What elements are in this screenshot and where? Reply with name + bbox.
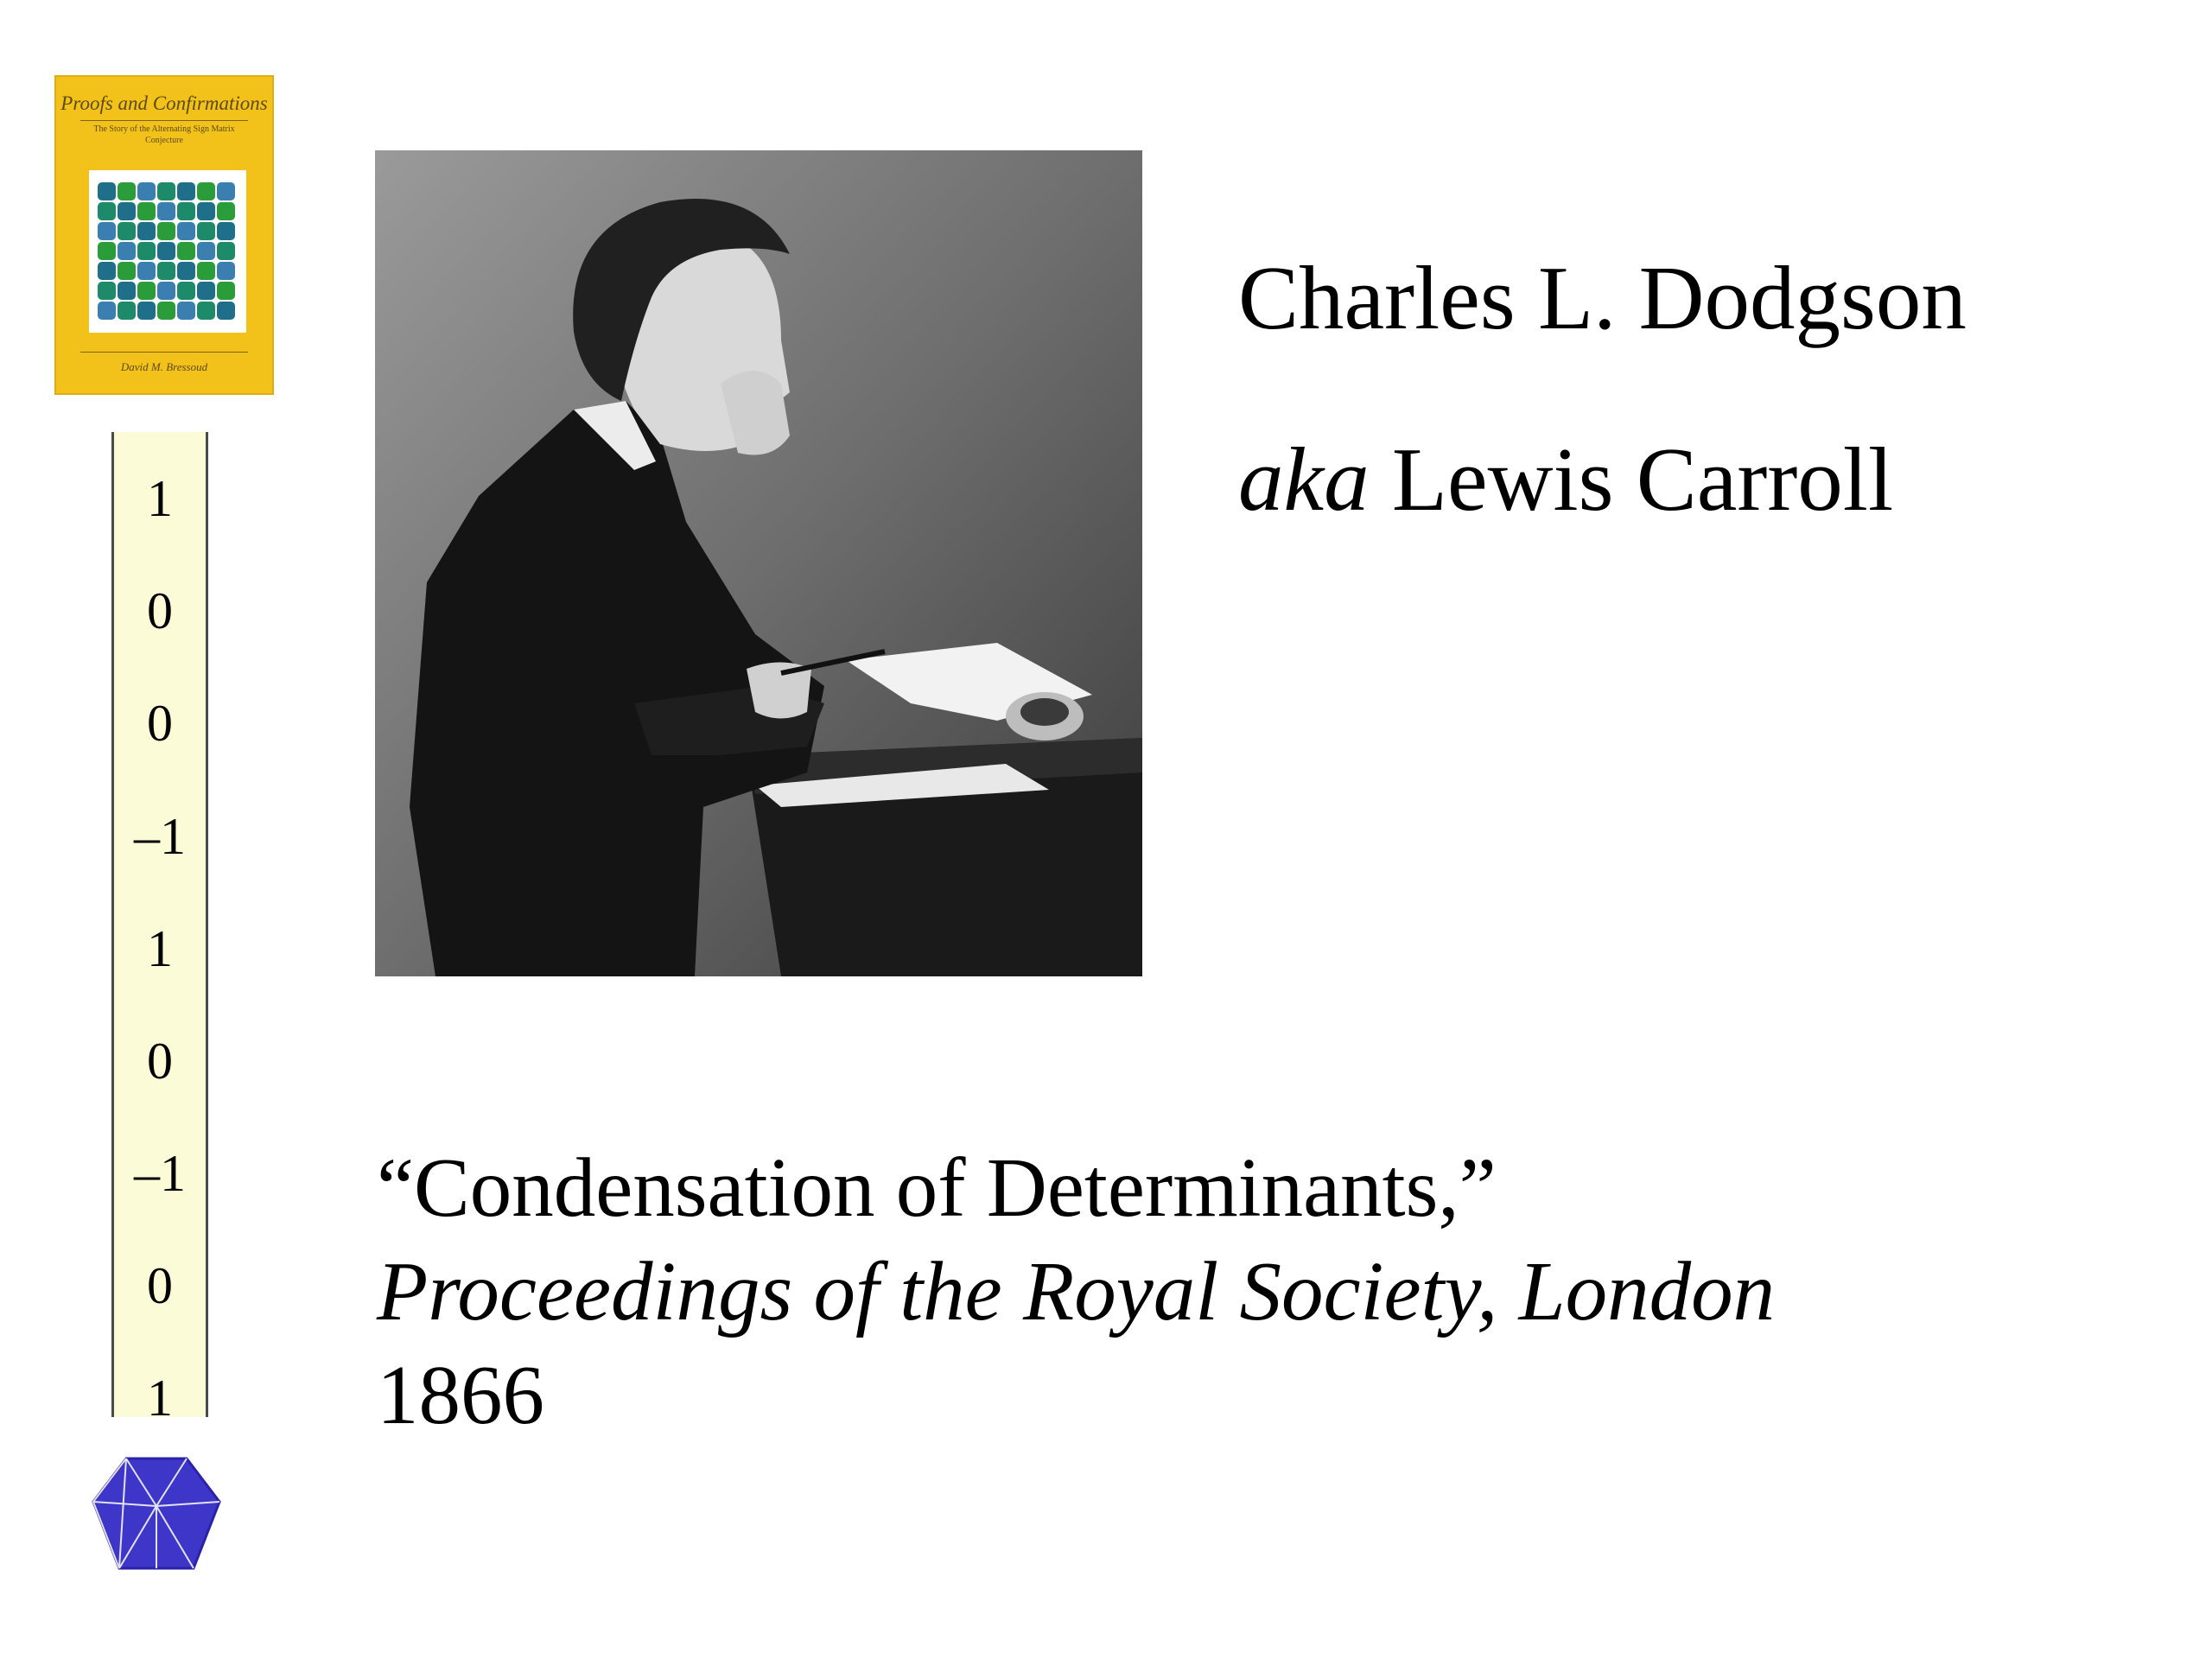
strip-value: 1 — [147, 1370, 173, 1427]
puzzle-piece — [137, 182, 156, 200]
polyhedron-logo-icon — [92, 1454, 221, 1573]
book-rule-top — [80, 120, 248, 121]
puzzle-piece — [98, 182, 116, 200]
puzzle-piece — [98, 222, 116, 240]
puzzle-piece — [197, 242, 215, 260]
puzzle-piece — [157, 302, 175, 320]
aka-prefix: aka — [1238, 429, 1370, 530]
puzzle-piece — [137, 262, 156, 280]
puzzle-piece — [177, 202, 195, 220]
puzzle-piece — [217, 202, 235, 220]
strip-value: 1 — [147, 920, 173, 977]
puzzle-piece — [98, 282, 116, 300]
puzzle-piece — [118, 302, 136, 320]
puzzle-piece — [157, 202, 175, 220]
puzzle-piece — [98, 242, 116, 260]
puzzle-piece — [217, 182, 235, 200]
puzzle-piece — [98, 262, 116, 280]
strip-value: 0 — [147, 695, 173, 752]
alias-line — [1238, 428, 1893, 531]
puzzle-piece — [118, 282, 136, 300]
puzzle-piece — [197, 202, 215, 220]
puzzle-piece — [177, 302, 195, 320]
puzzle-piece — [197, 282, 215, 300]
puzzle-piece — [177, 282, 195, 300]
puzzle-piece — [137, 242, 156, 260]
puzzle-piece — [98, 302, 116, 320]
puzzle-piece — [157, 262, 175, 280]
puzzle-piece — [118, 182, 136, 200]
strip-value: 0 — [147, 582, 173, 639]
puzzle-piece — [137, 282, 156, 300]
portrait-photo — [375, 150, 1142, 976]
puzzle-piece — [197, 222, 215, 240]
puzzle-piece — [98, 202, 116, 220]
book-cover — [54, 75, 274, 395]
puzzle-piece — [217, 302, 235, 320]
puzzle-piece — [118, 222, 136, 240]
puzzle-piece — [137, 222, 156, 240]
puzzle-piece — [137, 202, 156, 220]
puzzle-piece — [217, 242, 235, 260]
puzzle-piece — [217, 282, 235, 300]
sign-strip — [111, 432, 208, 1427]
puzzle-piece — [157, 222, 175, 240]
puzzle-piece — [197, 302, 215, 320]
puzzle-piece — [157, 182, 175, 200]
strip-value: –1 — [134, 1145, 186, 1202]
strip-value: –1 — [134, 808, 186, 865]
book-rule-bottom — [80, 352, 248, 353]
puzzle-art — [89, 170, 246, 333]
puzzle-piece — [137, 302, 156, 320]
puzzle-piece — [118, 242, 136, 260]
citation-journal: Proceedings of the Royal Society, London — [377, 1245, 1776, 1338]
book-author: David M. Bressoud — [120, 360, 208, 373]
citation-title: “Condensation of Determinants,” — [377, 1141, 1497, 1234]
puzzle-piece — [118, 202, 136, 220]
citation-year: 1866 — [377, 1349, 544, 1441]
puzzle-piece — [197, 182, 215, 200]
puzzle-piece — [217, 222, 235, 240]
alias-name: Lewis Carroll — [1391, 429, 1894, 530]
puzzle-piece — [177, 182, 195, 200]
strip-value: 1 — [147, 470, 173, 527]
puzzle-piece — [157, 242, 175, 260]
puzzle-piece — [177, 242, 195, 260]
strip-value: 0 — [147, 1257, 173, 1314]
puzzle-piece — [177, 222, 195, 240]
puzzle-piece — [217, 262, 235, 280]
book-subtitle: The Story of the Alternating Sign Matrix Conjecture — [93, 124, 235, 145]
puzzle-piece — [118, 262, 136, 280]
puzzle-piece — [197, 262, 215, 280]
book-title: Proofs and Confirmations — [60, 92, 268, 114]
puzzle-piece — [177, 262, 195, 280]
person-name: Charles L. Dodgson — [1238, 247, 1967, 348]
strip-value: 0 — [147, 1033, 173, 1090]
puzzle-piece — [157, 282, 175, 300]
